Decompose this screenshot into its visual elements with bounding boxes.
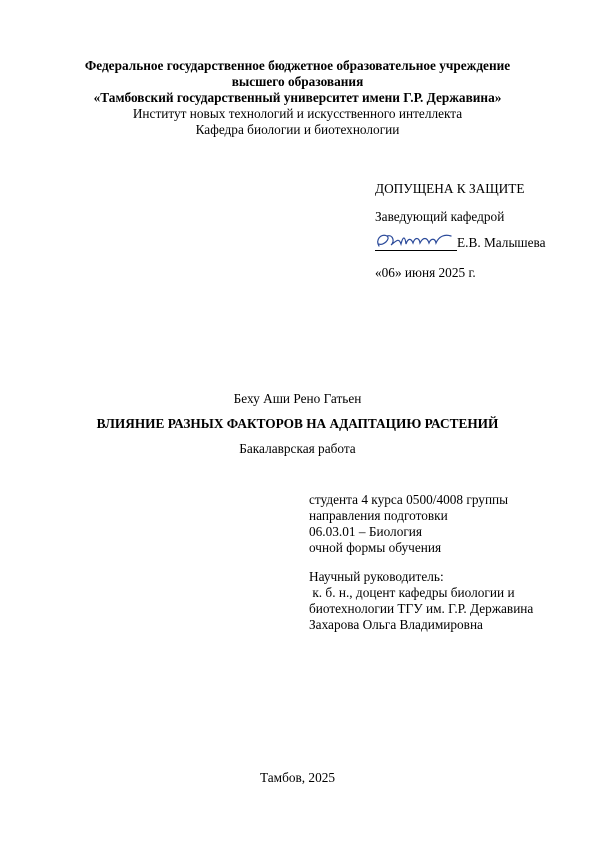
work-type: Бакалаврская работа (239, 441, 356, 456)
approval-signature-row (375, 235, 546, 251)
header-line-2: высшего образования (231, 74, 364, 89)
header-line-5: Кафедра биологии и биотехнологии (195, 122, 400, 137)
supervisor-name: Захарова Ольга Владимировна (309, 617, 483, 632)
approval-signatory: Е.В. Малышева (457, 235, 546, 250)
author-name: Беху Аши Рено Гатьен (233, 391, 362, 406)
approval-title: ДОПУЩЕНА К ЗАЩИТЕ (375, 181, 525, 196)
institution-header (0, 58, 595, 138)
header-line-1: Федеральное государственное бюджетное образовательное учреждение (84, 58, 511, 73)
student-info-line-4: очной формы обучения (309, 540, 442, 555)
signature-image (373, 230, 457, 252)
student-info-line-1: студента 4 курса 0500/4008 группы (309, 492, 509, 507)
student-info-line-2: направления подготовки (309, 508, 448, 523)
approval-block (375, 181, 524, 197)
signature-line (375, 236, 457, 251)
supervisor-label: Научный руководитель: (309, 569, 444, 584)
footer-city-year: Тамбов, 2025 (259, 770, 336, 785)
student-info-line-3: 06.03.01 – Биология (309, 524, 423, 539)
student-info (309, 492, 508, 556)
header-line-4: Институт новых технологий и искусственного интеллекта (132, 106, 463, 121)
header-line-3: «Тамбовский государственный университет имени Г.Р. Державина» (93, 90, 502, 105)
supervisor-info (309, 569, 533, 633)
work-title: ВЛИЯНИЕ РАЗНЫХ ФАКТОРОВ НА АДАПТАЦИЮ РАСТЕНИЙ (96, 416, 499, 431)
supervisor-line-1: к. б. н., доцент кафедры биологии и (309, 585, 515, 600)
approval-position: Заведующий кафедрой (375, 209, 505, 224)
approval-date: «06» июня 2025 г. (375, 265, 476, 280)
supervisor-line-2: биотехнологии ТГУ им. Г.Р. Державина (309, 601, 534, 616)
